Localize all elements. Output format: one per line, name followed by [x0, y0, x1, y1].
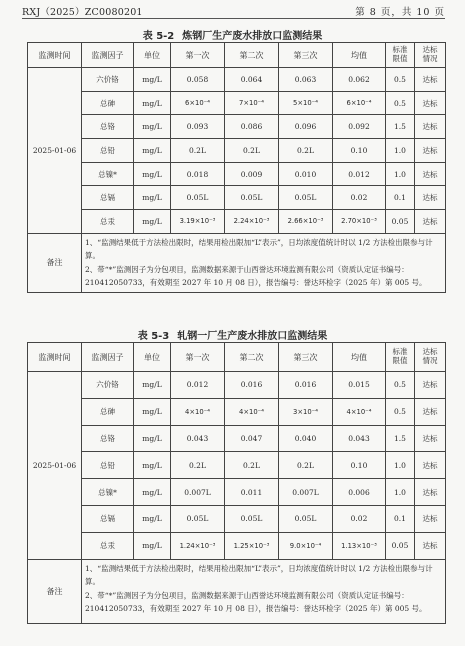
factor-cell: 总镍* [82, 162, 134, 186]
column-header: 均值 [333, 343, 386, 372]
date-cell: 2025-01-06 [28, 68, 82, 234]
table-body [28, 68, 446, 293]
page-header [22, 4, 445, 18]
factor-cell: 总铬 [82, 115, 134, 139]
column-header: 监测时间 [28, 43, 82, 68]
factor-cell: 总镉 [82, 186, 134, 210]
unit-cell: mg/L [134, 162, 171, 186]
unit-cell: mg/L [134, 425, 171, 452]
monitoring-table [27, 342, 446, 624]
table-row [28, 479, 446, 506]
value-2-cell: 1.25×10⁻³ [225, 532, 279, 559]
limit-cell: 0.5 [386, 398, 415, 425]
date-cell: 2025-01-06 [28, 372, 82, 560]
value-1-cell: 3.19×10⁻³ [171, 210, 225, 234]
limit-cell: 1.0 [386, 139, 415, 163]
note-line: 1、“监测结果低于方法检出限时，结果用检出限加“L”表示”，日均浓度值统计时以 1/2 方法检出限参与计算。 [85, 237, 433, 261]
notes-label: 备注 [28, 233, 82, 292]
column-header: 第三次 [279, 43, 333, 68]
table-row [28, 186, 446, 210]
notes-row [28, 233, 446, 292]
value-1-cell: 0.058 [171, 68, 225, 92]
table-caption [0, 327, 465, 342]
column-header: 第一次 [171, 43, 225, 68]
unit-cell: mg/L [134, 452, 171, 479]
factor-cell: 总砷 [82, 398, 134, 425]
table-row [28, 425, 446, 452]
status-cell: 达标 [415, 91, 446, 115]
page-number: 第 8 页，共 10 页 [355, 7, 445, 18]
header-row [28, 343, 446, 372]
factor-cell: 六价铬 [82, 68, 134, 92]
mean-cell: 0.092 [333, 115, 386, 139]
mean-cell: 4×10⁻⁴ [333, 398, 386, 425]
status-cell: 达标 [415, 115, 446, 139]
column-header: 监测因子 [82, 343, 134, 372]
value-2-cell: 0.047 [225, 425, 279, 452]
factor-cell: 六价铬 [82, 372, 134, 399]
status-cell: 达标 [415, 210, 446, 234]
mean-cell: 0.062 [333, 68, 386, 92]
note-line: 1、“监测结果低于方法检出限时，结果用检出限加“L”表示”，日均浓度值统计时以 1/2 方法检出限参与计算。 [85, 563, 433, 587]
table-row [28, 505, 446, 532]
value-2-cell: 0.009 [225, 162, 279, 186]
limit-cell: 0.1 [386, 186, 415, 210]
value-3-cell: 9.0×10⁻⁴ [279, 532, 333, 559]
column-header: 达标 情况 [415, 343, 446, 372]
value-2-cell: 0.2L [225, 139, 279, 163]
table-row [28, 91, 446, 115]
value-1-cell: 0.2L [171, 139, 225, 163]
limit-cell: 1.5 [386, 115, 415, 139]
limit-cell: 1.0 [386, 162, 415, 186]
factor-cell: 总砷 [82, 91, 134, 115]
limit-cell: 1.0 [386, 479, 415, 506]
value-3-cell: 0.05L [279, 186, 333, 210]
unit-cell: mg/L [134, 210, 171, 234]
column-header: 第一次 [171, 343, 225, 372]
unit-cell: mg/L [134, 532, 171, 559]
mean-cell: 6×10⁻⁴ [333, 91, 386, 115]
table-row [28, 372, 446, 399]
doc-id: RXJ（2025）ZC0080201 [22, 7, 143, 18]
factor-cell: 总铅 [82, 452, 134, 479]
status-cell: 达标 [415, 162, 446, 186]
limit-cell: 0.5 [386, 372, 415, 399]
value-2-cell: 0.2L [225, 452, 279, 479]
column-header: 第二次 [225, 43, 279, 68]
status-cell: 达标 [415, 452, 446, 479]
status-cell: 达标 [415, 139, 446, 163]
limit-cell: 1.5 [386, 425, 415, 452]
value-1-cell: 0.2L [171, 452, 225, 479]
column-header: 监测因子 [82, 43, 134, 68]
column-header: 单位 [134, 343, 171, 372]
value-2-cell: 0.011 [225, 479, 279, 506]
column-header: 标准 限值 [386, 343, 415, 372]
table-body [28, 372, 446, 624]
column-header: 均值 [333, 43, 386, 68]
status-cell: 达标 [415, 186, 446, 210]
notes-row [28, 559, 446, 623]
mean-cell: 0.043 [333, 425, 386, 452]
value-3-cell: 0.040 [279, 425, 333, 452]
table-row [28, 68, 446, 92]
status-cell: 达标 [415, 425, 446, 452]
table-number: 表 5-2 [142, 31, 175, 42]
value-3-cell: 0.096 [279, 115, 333, 139]
unit-cell: mg/L [134, 398, 171, 425]
factor-cell: 总汞 [82, 532, 134, 559]
table-row [28, 532, 446, 559]
value-1-cell: 0.018 [171, 162, 225, 186]
unit-cell: mg/L [134, 115, 171, 139]
value-3-cell: 0.010 [279, 162, 333, 186]
column-header: 监测时间 [28, 343, 82, 372]
value-2-cell: 4×10⁻⁴ [225, 398, 279, 425]
value-1-cell: 0.05L [171, 186, 225, 210]
mean-cell: 0.10 [333, 139, 386, 163]
status-cell: 达标 [415, 532, 446, 559]
limit-cell: 0.05 [386, 532, 415, 559]
status-cell: 达标 [415, 398, 446, 425]
unit-cell: mg/L [134, 479, 171, 506]
status-cell: 达标 [415, 372, 446, 399]
column-header: 单位 [134, 43, 171, 68]
value-3-cell: 0.007L [279, 479, 333, 506]
value-3-cell: 3×10⁻⁴ [279, 398, 333, 425]
value-3-cell: 0.05L [279, 505, 333, 532]
value-1-cell: 4×10⁻⁴ [171, 398, 225, 425]
table-title: 炼钢厂生产废水排放口监测结果 [182, 31, 323, 42]
column-header: 第二次 [225, 343, 279, 372]
unit-cell: mg/L [134, 505, 171, 532]
column-header: 标准 限值 [386, 43, 415, 68]
mean-cell: 1.13×10⁻³ [333, 532, 386, 559]
table-row [28, 162, 446, 186]
value-1-cell: 0.012 [171, 372, 225, 399]
table-number: 表 5-3 [137, 331, 170, 342]
mean-cell: 0.006 [333, 479, 386, 506]
value-1-cell: 0.093 [171, 115, 225, 139]
factor-cell: 总铬 [82, 425, 134, 452]
unit-cell: mg/L [134, 139, 171, 163]
value-1-cell: 0.043 [171, 425, 225, 452]
mean-cell: 0.10 [333, 452, 386, 479]
limit-cell: 0.5 [386, 91, 415, 115]
factor-cell: 总汞 [82, 210, 134, 234]
limit-cell: 0.1 [386, 505, 415, 532]
value-3-cell: 0.063 [279, 68, 333, 92]
mean-cell: 0.02 [333, 505, 386, 532]
column-header: 达标 情况 [415, 43, 446, 68]
notes-label: 备注 [28, 559, 82, 623]
factor-cell: 总镍* [82, 479, 134, 506]
unit-cell: mg/L [134, 372, 171, 399]
value-2-cell: 0.086 [225, 115, 279, 139]
table-caption [0, 27, 465, 42]
table-row [28, 398, 446, 425]
unit-cell: mg/L [134, 186, 171, 210]
notes-cell [82, 233, 446, 292]
value-2-cell: 0.016 [225, 372, 279, 399]
value-2-cell: 7×10⁻⁴ [225, 91, 279, 115]
value-3-cell: 0.2L [279, 452, 333, 479]
table-row [28, 452, 446, 479]
table-row [28, 139, 446, 163]
factor-cell: 总镉 [82, 505, 134, 532]
note-line: 2、带“*”监测因子为分包项目，监测数据来源于山西誉达环境监测有限公司（资质认定证书编号：210412050733，有效期至 2027 年 10 月 08 日），报告编号：誉达环检字（2025 年）第 005 号。 [85, 590, 427, 614]
status-cell: 达标 [415, 505, 446, 532]
header-row [28, 43, 446, 68]
limit-cell: 0.5 [386, 68, 415, 92]
value-2-cell: 0.05L [225, 186, 279, 210]
table-row [28, 115, 446, 139]
value-2-cell: 0.064 [225, 68, 279, 92]
value-3-cell: 5×10⁻⁴ [279, 91, 333, 115]
mean-cell: 0.02 [333, 186, 386, 210]
mean-cell: 0.015 [333, 372, 386, 399]
unit-cell: mg/L [134, 68, 171, 92]
table-title: 轧钢一厂生产废水排放口监测结果 [177, 331, 328, 342]
mean-cell: 2.70×10⁻³ [333, 210, 386, 234]
value-1-cell: 1.24×10⁻³ [171, 532, 225, 559]
note-line: 2、带“*”监测因子为分包项目，监测数据来源于山西誉达环境监测有限公司（资质认定证书编号：210412050733，有效期至 2027 年 10 月 08 日），报告编号：誉达环检字（2025 年）第 005 号。 [85, 264, 427, 288]
status-cell: 达标 [415, 479, 446, 506]
status-cell: 达标 [415, 68, 446, 92]
monitoring-table [27, 42, 446, 293]
value-1-cell: 0.05L [171, 505, 225, 532]
limit-cell: 0.05 [386, 210, 415, 234]
value-1-cell: 0.007L [171, 479, 225, 506]
column-header: 第三次 [279, 343, 333, 372]
header-rule [22, 18, 445, 19]
value-3-cell: 0.016 [279, 372, 333, 399]
mean-cell: 0.012 [333, 162, 386, 186]
unit-cell: mg/L [134, 91, 171, 115]
value-2-cell: 2.24×10⁻³ [225, 210, 279, 234]
notes-cell [82, 559, 446, 623]
factor-cell: 总铅 [82, 139, 134, 163]
limit-cell: 1.0 [386, 452, 415, 479]
value-2-cell: 0.05L [225, 505, 279, 532]
value-3-cell: 0.2L [279, 139, 333, 163]
value-3-cell: 2.66×10⁻³ [279, 210, 333, 234]
value-1-cell: 6×10⁻⁴ [171, 91, 225, 115]
table-row [28, 210, 446, 234]
